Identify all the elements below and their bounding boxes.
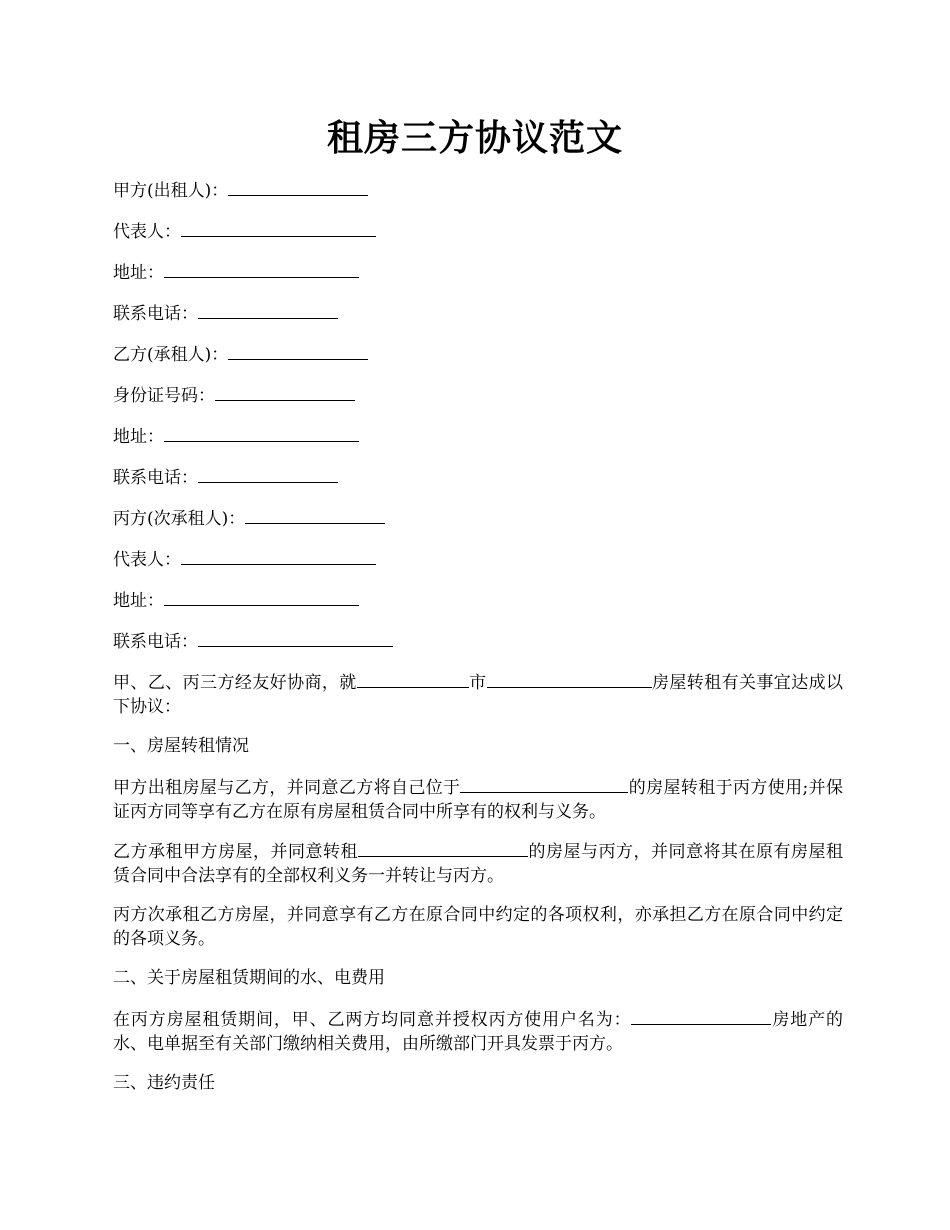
section-1-heading: 一、房屋转租情况 (113, 736, 249, 756)
intro-text-2: 市 (468, 673, 487, 693)
party-a-rep-blank (181, 219, 376, 237)
party-b-phone-field (113, 465, 843, 489)
section-3-heading: 三、违约责任 (113, 1073, 215, 1093)
section-1-paragraph-3: 丙方次承租乙方房屋，并同意享有乙方在原合同中约定的各项权利，亦承担乙方在原合同中约定的各项义务。 (113, 905, 843, 949)
city-blank (357, 670, 469, 688)
party-b-address-label: 地址： (113, 427, 164, 447)
party-b-id-label: 身份证号码： (113, 386, 215, 406)
section-1-paragraph-1 (113, 775, 843, 824)
party-a-phone-blank (198, 301, 338, 319)
party-a-address-label: 地址： (113, 263, 164, 283)
intro-text-3: 房屋转租有关事宜达成以下协议： (113, 673, 844, 717)
document-body (113, 178, 843, 1112)
party-c-address-label: 地址： (113, 591, 164, 611)
party-a-name-label: 甲方(出租人)： (113, 181, 229, 201)
section-2-account-name-blank (631, 1007, 771, 1025)
party-a-phone-label: 联系电话： (113, 304, 198, 324)
party-c-address-blank (164, 588, 359, 606)
party-b-address-field (113, 424, 843, 448)
party-c-phone-field (113, 629, 843, 653)
section-1-para-1-a: 甲方出租房屋与乙方，并同意乙方将自己位于 (113, 778, 461, 798)
party-c-rep-field (113, 547, 843, 571)
party-c-name-blank (245, 506, 385, 524)
party-a-phone-field (113, 301, 843, 325)
section-2-heading: 二、关于房屋租赁期间的水、电费用 (113, 968, 385, 988)
party-b-address-blank (164, 424, 359, 442)
party-b-phone-label: 联系电话： (113, 468, 198, 488)
party-c-address-field (113, 588, 843, 612)
house-address-blank (487, 670, 652, 688)
party-a-address-blank (164, 260, 359, 278)
party-c-phone-label: 联系电话： (113, 632, 198, 652)
party-a-name-field (113, 178, 843, 202)
party-a-rep-label: 代表人： (113, 222, 181, 242)
party-b-name-blank (228, 342, 368, 360)
party-c-rep-blank (181, 547, 376, 565)
party-c-name-field (113, 506, 843, 530)
section-1-location-blank (460, 775, 628, 793)
party-a-address-field (113, 260, 843, 284)
section-2-para-1-a: 在丙方房屋租赁期间，甲、乙两方均同意并授权丙方使用户名为： (113, 1010, 632, 1030)
section-2-para-1-b: 房地产的水、电单据至有关部门缴纳相关费用，由所缴部门开具发票于丙方。 (113, 1010, 843, 1054)
party-b-name-label: 乙方(承租人)： (113, 345, 229, 365)
party-b-id-blank (215, 383, 355, 401)
party-a-rep-field (113, 219, 843, 243)
section-1-para-2-a: 乙方承租甲方房屋，并同意转租 (113, 842, 358, 862)
section-1-sublet-blank (358, 839, 528, 857)
party-c-rep-label: 代表人： (113, 550, 181, 570)
party-b-name-field (113, 342, 843, 366)
document-title: 租房三方协议范文 (326, 117, 623, 159)
intro-text-1: 甲、乙、丙三方经友好协商，就 (113, 673, 357, 693)
section-1-para-1-b: 的房屋转租于丙方使用;并保证丙方同等享有乙方在原有房屋租赁合同中所享有的权利与义务。 (113, 778, 843, 822)
section-1-paragraph-2 (113, 839, 843, 888)
section-1-para-2-b: 的房屋与丙方，并同意将其在原有房屋租赁合同中合法享有的全部权利义务一并转让与丙方。 (113, 842, 843, 886)
section-2-paragraph-1 (113, 1007, 843, 1056)
party-b-phone-blank (198, 465, 338, 483)
party-c-name-label: 丙方(次承租人)： (113, 509, 246, 529)
party-c-phone-blank (198, 629, 393, 647)
party-a-name-blank (228, 178, 368, 196)
party-b-id-field (113, 383, 843, 407)
intro-paragraph (113, 670, 843, 719)
